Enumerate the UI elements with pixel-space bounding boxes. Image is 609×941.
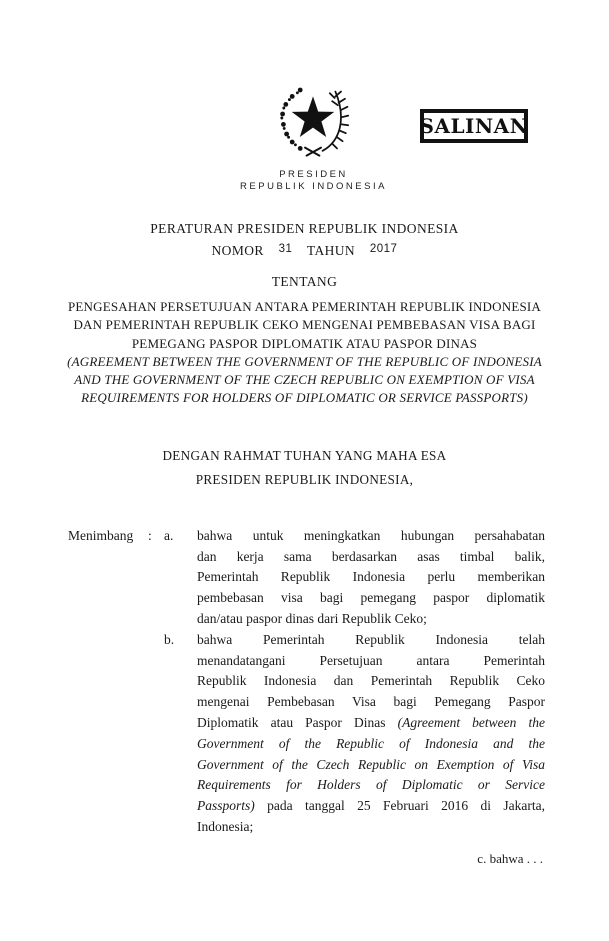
body-line: menandatangani Persetujuan antara Pemerintah [197, 652, 545, 668]
body-line: mengenai Pembebasan Visa bagi Pemegang Paspor [197, 694, 545, 710]
menimbang-label: Menimbang [68, 527, 134, 543]
invocation-line: DENGAN RAHMAT TUHAN YANG MAHA ESA [162, 447, 447, 463]
subject-en-line: AND THE GOVERNMENT OF THE CZECH REPUBLIC ON EXEMPTION OF VISA [74, 372, 535, 388]
item-letter: a. [164, 527, 174, 543]
body-run-italic: Passports) [197, 798, 255, 814]
tahun-value: 2017 [369, 243, 398, 255]
letterhead-republik-indonesia: REPUBLIK INDONESIA [240, 181, 387, 192]
menimbang-items [164, 526, 545, 838]
wreath-left-branch [281, 88, 303, 151]
body-line: Government of the Republic of Indonesia and the [197, 735, 545, 751]
enacting-authority-line: PRESIDEN REPUBLIK INDONESIA, [195, 471, 414, 487]
body-line: Requirements for Holders of Diplomatic or Service [197, 777, 545, 793]
body-line: dan/atau paspor dinas dari Republik Ceko; [197, 610, 427, 626]
menimbang-colon: : [148, 527, 152, 543]
body-line: bahwa Pemerintah Republik Indonesia telah [197, 631, 545, 647]
body-line: pembebasan visa bagi pemegang paspor diplomatik [197, 590, 545, 606]
nomor-label: NOMOR [211, 243, 264, 258]
subject-block [0, 298, 609, 408]
regulation-number-line [0, 242, 609, 261]
nomor-value: 31 [278, 243, 293, 255]
consideration-item-b [164, 630, 545, 838]
subject-en-line: REQUIREMENTS FOR HOLDERS OF DIPLOMATIC OR SERVICE PASSPORTS) [81, 390, 528, 406]
subject-id-line: PEMEGANG PASPOR DIPLOMATIK ATAU PASPOR DINAS [131, 335, 478, 351]
wreath-right-branch [323, 92, 349, 151]
body-line [197, 713, 545, 734]
regulation-title: PERATURAN PRESIDEN REPUBLIK INDONESIA [150, 221, 459, 236]
subject-id-line: PENGESAHAN PERSETUJUAN ANTARA PEMERINTAH REPUBLIK INDONESIA [67, 299, 542, 314]
page-catchword: c. bahwa . . . [477, 851, 543, 866]
letterhead-presiden: PRESIDEN [279, 169, 348, 180]
preamble [0, 448, 609, 488]
body-run-italic: (Agreement between the [397, 714, 545, 730]
body-line: Indonesia; [197, 818, 254, 834]
subject-id-line: DAN PEMERINTAH REPUBLIK CEKO MENGENAI PEMBEBASAN VISA BAGI [73, 317, 536, 333]
menimbang-section [68, 526, 545, 838]
body-run: Diplomatik atau Paspor Dinas [197, 714, 398, 730]
subject-en-line: (AGREEMENT BETWEEN THE GOVERNMENT OF THE REPUBLIC OF INDONESIA [67, 353, 542, 369]
body-run: pada tanggal 25 Februari 2016 di Jakarta, [254, 798, 545, 814]
body-line: dan kerja sama berdasarkan asas timbal balik, [197, 548, 545, 564]
consideration-item-a [164, 526, 545, 630]
salinan-stamp [420, 109, 528, 143]
item-letter: b. [164, 631, 175, 647]
body-line: Government of the Czech Republic on Exemption of Visa [197, 756, 545, 772]
letterhead [0, 0, 609, 194]
tahun-label: TAHUN [306, 243, 356, 258]
letterhead-inner [240, 80, 387, 193]
item-body [197, 630, 545, 838]
wreath-stems [305, 148, 321, 156]
body-line: bahwa untuk meningkatkan hubungan persahabatan [197, 527, 545, 543]
body-line [197, 796, 545, 817]
tentang-heading: TENTANG [271, 274, 338, 289]
salinan-stamp-label: SALINAN [419, 114, 529, 138]
body-line: Republik Indonesia dan Pemerintah Republik Ceko [197, 673, 545, 689]
item-body [197, 526, 545, 630]
star-wreath-emblem-icon [273, 80, 353, 164]
title-block [0, 221, 609, 408]
body-line: Pemerintah Republik Indonesia perlu memberikan [197, 569, 545, 585]
